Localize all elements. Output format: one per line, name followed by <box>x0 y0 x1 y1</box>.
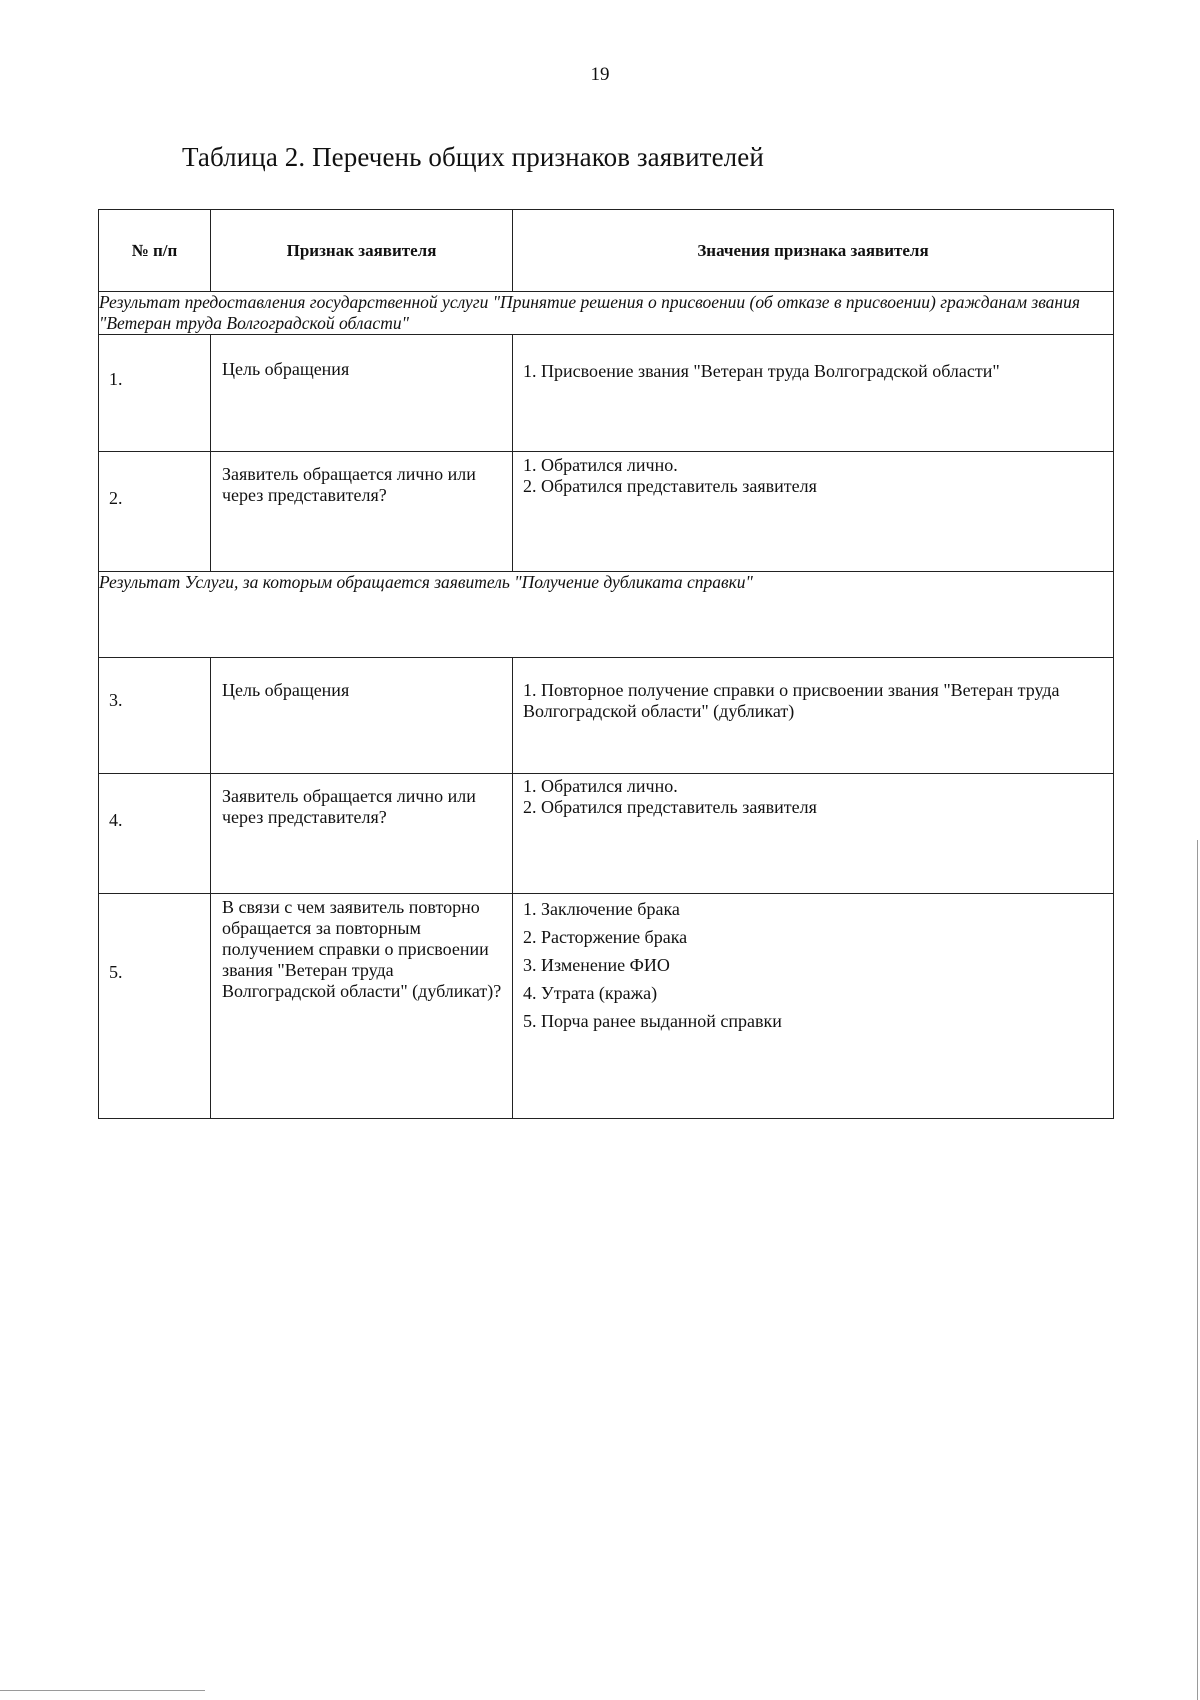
value-item: 4. Утрата (кража) <box>523 983 658 1003</box>
section-heading-row <box>99 292 1114 335</box>
scan-edge-line-right <box>1197 840 1198 1700</box>
attribute-cell: Цель обращения <box>211 658 513 774</box>
table-row <box>99 452 1114 572</box>
table-row <box>99 774 1114 894</box>
values-cell <box>513 335 1114 452</box>
row-number: 4. <box>99 774 211 894</box>
value-item: 1. Обратился лично. <box>523 776 678 796</box>
values-cell <box>513 658 1114 774</box>
header-attribute: Признак заявителя <box>211 210 513 292</box>
section-heading: Результат Услуги, за которым обращается заявитель "Получение дубликата справки" <box>99 572 1114 658</box>
table-title: Таблица 2. Перечень общих признаков заявителей <box>182 142 764 172</box>
attribute-cell: В связи с чем заявитель повторно обращается за повторным получением справки о присвоении звания "Ветеран труда Волгоградской области" (дубликат)? <box>211 894 513 1119</box>
value-item: 1. Обратился лично. <box>523 455 678 475</box>
attribute-cell: Цель обращения <box>211 335 513 452</box>
section-heading-row <box>99 572 1114 658</box>
table-row <box>99 658 1114 774</box>
value-item: 1. Присвоение звания "Ветеран труда Волгоградской области" <box>523 361 1000 381</box>
header-num: № п/п <box>99 210 211 292</box>
scan-edge-line-bottom <box>0 1690 205 1691</box>
row-number: 2. <box>99 452 211 572</box>
value-item: 1. Заключение брака <box>523 899 680 919</box>
header-values: Значения признака заявителя <box>513 210 1114 292</box>
value-item: 1. Повторное получение справки о присвоении звания "Ветеран труда Волгоградской области" (дубликат) <box>523 680 1060 721</box>
table-row <box>99 894 1114 1119</box>
applicant-attributes-table <box>98 209 1114 1119</box>
attribute-cell: Заявитель обращается лично или через представителя? <box>211 452 513 572</box>
value-item: 3. Изменение ФИО <box>523 955 670 975</box>
section-heading: Результат предоставления государственной услуги "Принятие решения о присвоении (об отказе в присвоении) гражданам звания "Ветеран труда Волгоградской области" <box>99 292 1114 335</box>
values-cell <box>513 894 1114 1119</box>
values-cell <box>513 452 1114 572</box>
table-row <box>99 335 1114 452</box>
row-number: 5. <box>99 894 211 1119</box>
row-number: 3. <box>99 658 211 774</box>
table-header-row <box>99 210 1114 292</box>
value-item: 2. Обратился представитель заявителя <box>523 797 817 817</box>
row-number: 1. <box>99 335 211 452</box>
attribute-cell: Заявитель обращается лично или через представителя? <box>211 774 513 894</box>
page-number: 19 <box>590 64 610 85</box>
value-item: 2. Расторжение брака <box>523 927 688 947</box>
value-item: 5. Порча ранее выданной справки <box>523 1011 782 1031</box>
value-item: 2. Обратился представитель заявителя <box>523 476 817 496</box>
values-cell <box>513 774 1114 894</box>
